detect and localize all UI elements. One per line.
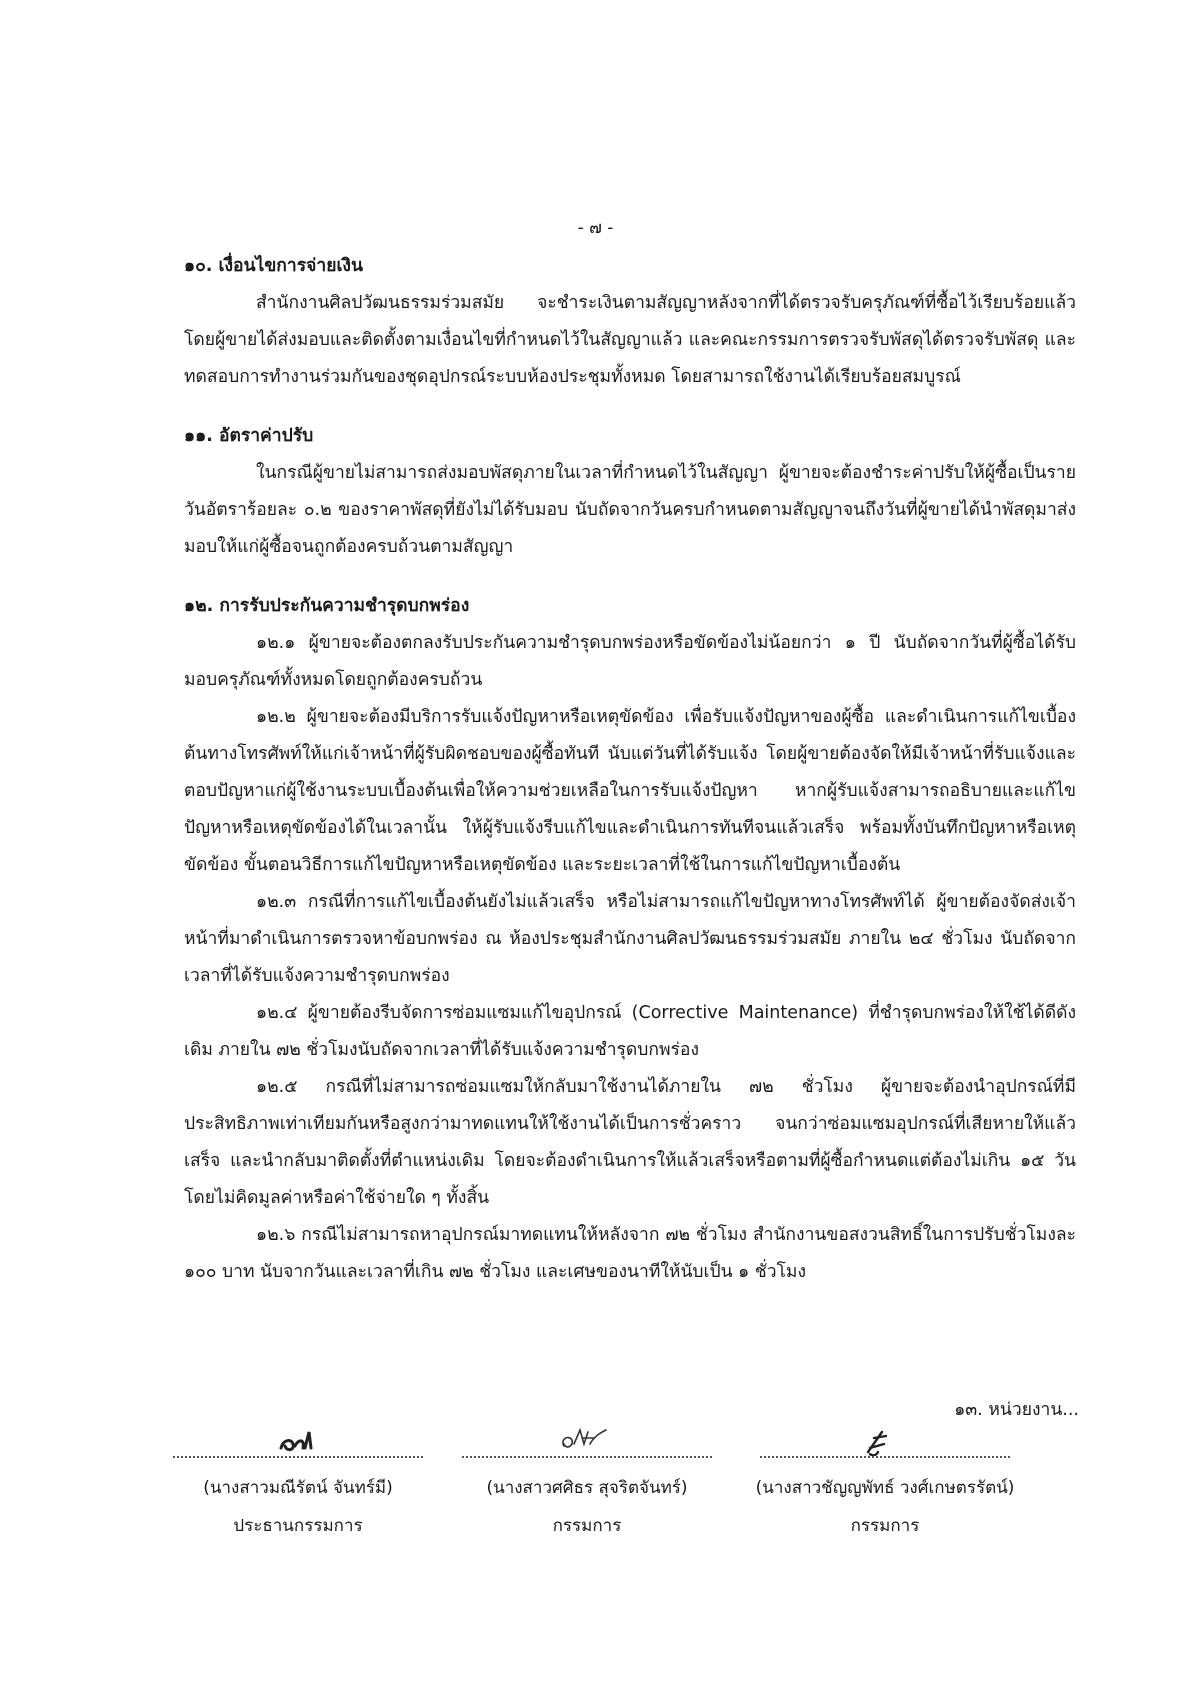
signature-line xyxy=(760,1456,1010,1458)
signer-role: ประธานกรรมการ xyxy=(233,1516,363,1536)
section-payment-conditions xyxy=(184,248,1076,396)
signer-name: (นางสาวชัญญพัทธ์ วงศ์เกษตรรัตน์) xyxy=(755,1478,1015,1498)
section-warranty xyxy=(184,588,1076,1291)
section-paragraph: ๑๒.๕ กรณีที่ไม่สามารถซ่อมแซมให้กลับมาใช้งานได้ภายใน ๗๒ ชั่วโมง ผู้ขายจะต้องนำอุปกรณ์ที่มีประสิทธิภาพเท่าเทียมกันหรือสูงกว่ามาทดแทนให้ใช้งานได้เป็นการชั่วคราว จนกว่าซ่อมแซมอุปกรณ์ที่เสียหายให้แล้วเสร็จ และนำกลับมาติดตั้งที่ตำแหน่งเดิม โดยจะต้องดำเนินการให้แล้วเสร็จหรือตามที่ผู้ซื้อกำหนดแต่ต้องไม่เกิน ๑๕ วัน โดยไม่คิดมูลค่าหรือค่าใช้จ่ายใด ๆ ทั้งสิ้น xyxy=(184,1077,1076,1208)
signature-line xyxy=(462,1456,712,1458)
section-paragraph: ๑๒.๑ ผู้ขายจะต้องตกลงรับประกันความชำรุดบกพร่องหรือขัดข้องไม่น้อยกว่า ๑ ปี นับถัดจากวันที่ผู้ซื้อได้รับมอบครุภัณฑ์ทั้งหมดโดยถูกต้องครบถ้วน xyxy=(184,633,1076,690)
section-penalty-rate xyxy=(184,418,1076,566)
page-number: - ๗ - xyxy=(577,218,614,238)
section-paragraph: ในกรณีผู้ขายไม่สามารถส่งมอบพัสดุภายในเวลาที่กำหนดไว้ในสัญญา ผู้ขายจะต้องชำระค่าปรับให้ผู้ซื้อเป็นรายวันอัตราร้อยละ ๐.๒ ของราคาพัสดุที่ยังไม่ได้รับมอบ นับถัดจากวันครบกำหนดตามสัญญาจนถึงวันที่ผู้ขายได้นำพัสดุมาส่งมอบให้แก่ผู้ซื้อจนถูกต้องครบถ้วนตามสัญญา xyxy=(184,463,1076,557)
handwritten-signature xyxy=(163,1418,433,1456)
signer-name: (นางสาวศศิธร สุจริตจันทร์) xyxy=(486,1478,688,1498)
document-body xyxy=(184,248,1076,1291)
signature-block-member-2 xyxy=(750,1418,1020,1538)
signer-name: (นางสาวมณีรัตน์ จันทร์มี) xyxy=(203,1478,393,1498)
signature-block-chair xyxy=(163,1418,433,1538)
signature-area xyxy=(0,1418,1191,1578)
handwritten-signature xyxy=(452,1418,722,1456)
continued-marker: ๑๓. หน่วยงาน... xyxy=(954,1400,1079,1420)
section-paragraph: ๑๒.๖ กรณีไม่สามารถหาอุปกรณ์มาทดแทนให้หลังจาก ๗๒ ชั่วโมง สำนักงานขอสงวนสิทธิ์ในการปรับชั่วโมงละ ๑๐๐ บาท นับจากวันและเวลาที่เกิน ๗๒ ชั่วโมง และเศษของนาทีให้นับเป็น ๑ ชั่วโมง xyxy=(184,1225,1076,1282)
signature-block-member-1 xyxy=(452,1418,722,1538)
section-heading: ๑๒. การรับประกันความชำรุดบกพร่อง xyxy=(184,596,470,616)
section-paragraph: สำนักงานศิลปวัฒนธรรมร่วมสมัย จะชำระเงินตามสัญญาหลังจากที่ได้ตรวจรับครุภัณฑ์ที่ซื้อไว้เรียบร้อยแล้ว โดยผู้ขายได้ส่งมอบและติดตั้งตามเงื่อนไขที่กำหนดไว้ในสัญญาแล้ว และคณะกรรมการตรวจรับพัสดุได้ตรวจรับพัสดุ และทดสอบการทำงานร่วมกันของชุดอุปกรณ์ระบบห้องประชุมทั้งหมด โดยสามารถใช้งานได้เรียบร้อยสมบูรณ์ xyxy=(184,293,1076,387)
signature-line xyxy=(173,1456,423,1458)
handwritten-signature xyxy=(750,1418,1020,1456)
section-heading: ๑๐. เงื่อนไขการจ่ายเงิน xyxy=(184,256,363,276)
section-paragraph: ๑๒.๔ ผู้ขายต้องรีบจัดการซ่อมแซมแก้ไขอุปกรณ์ (Corrective Maintenance) ที่ชำรุดบกพร่องให้ใช้ได้ดีดังเดิม ภายใน ๗๒ ชั่วโมงนับถัดจากเวลาที่ได้รับแจ้งความชำรุดบกพร่อง xyxy=(184,1003,1076,1060)
signer-role: กรรมการ xyxy=(552,1516,622,1536)
signer-role: กรรมการ xyxy=(850,1516,920,1536)
section-paragraph: ๑๒.๓ กรณีที่การแก้ไขเบื้องต้นยังไม่แล้วเสร็จ หรือไม่สามารถแก้ไขปัญหาทางโทรศัพท์ได้ ผู้ขายต้องจัดส่งเจ้าหน้าที่มาดำเนินการตรวจหาข้อบกพร่อง ณ ห้องประชุมสำนักงานศิลปวัฒนธรรมร่วมสมัย ภายใน ๒๔ ชั่วโมง นับถัดจากเวลาที่ได้รับแจ้งความชำรุดบกพร่อง xyxy=(184,892,1076,986)
section-heading: ๑๑. อัตราค่าปรับ xyxy=(184,426,314,446)
section-paragraph: ๑๒.๒ ผู้ขายจะต้องมีบริการรับแจ้งปัญหาหรือเหตุขัดข้อง เพื่อรับแจ้งปัญหาของผู้ซื้อ และดำเนินการแก้ไขเบื้องต้นทางโทรศัพท์ให้แก่เจ้าหน้าที่ผู้รับผิดชอบของผู้ซื้อทันที นับแต่วันที่ได้รับแจ้ง โดยผู้ขายต้องจัดให้มีเจ้าหน้าที่รับแจ้งและตอบปัญหาแก่ผู้ใช้งานระบบเบื้องต้นเพื่อให้ความช่วยเหลือในการรับแจ้งปัญหา หากผู้รับแจ้งสามารถอธิบายและแก้ไขปัญหาหรือเหตุขัดข้องได้ในเวลานั้น ให้ผู้รับแจ้งรีบแก้ไขและดำเนินการทันทีจนแล้วเสร็จ พร้อมทั้งบันทึกปัญหาหรือเหตุขัดข้อง ขั้นตอนวิธีการแก้ไขปัญหาหรือเหตุขัดข้อง และระยะเวลาที่ใช้ในการแก้ไขปัญหาเบื้องต้น xyxy=(184,707,1076,875)
